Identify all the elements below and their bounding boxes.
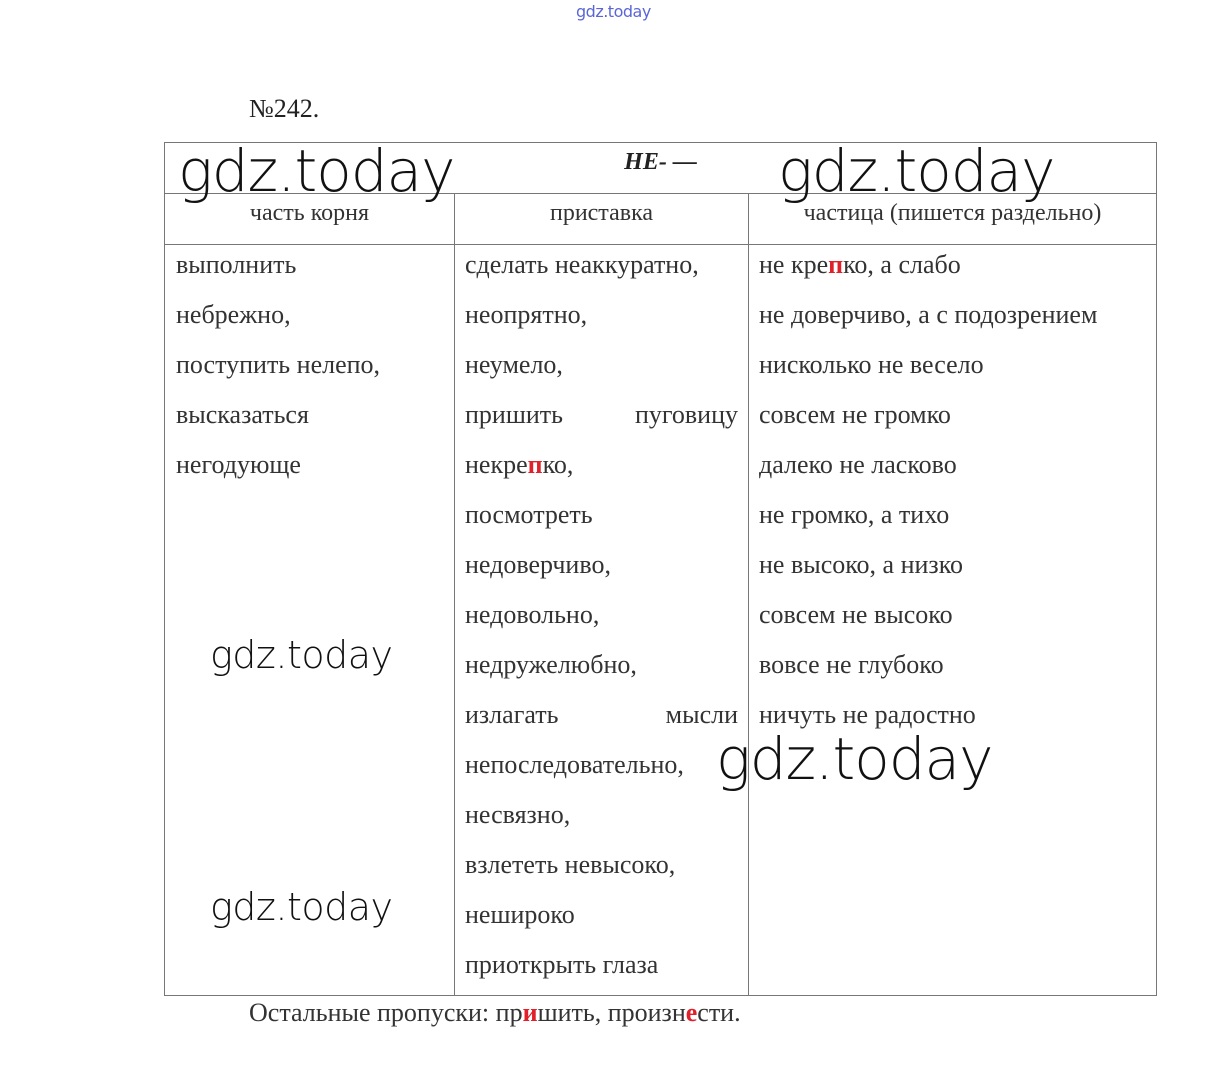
list-item: неумело, — [465, 350, 563, 379]
list-item: неширoко — [465, 900, 575, 929]
list-item: приоткрыть глаза — [465, 950, 659, 979]
table-title-text: НЕ- — — [624, 149, 697, 175]
watermark: gdz.today — [778, 137, 1055, 205]
watermark: gdz.today — [178, 137, 455, 205]
list-item: небрежно, — [176, 300, 291, 329]
list-item: излагать мысли — [465, 700, 738, 729]
list-item: сделать неаккуратно, — [465, 250, 699, 279]
list-item: недовольно, — [465, 600, 600, 629]
list-item: не громко, а тихо — [759, 500, 950, 529]
column-header-root: часть корня — [165, 194, 455, 245]
list-item: неопрятно, — [465, 300, 588, 329]
column-header-particle: частица (пишется раздельно) — [749, 194, 1157, 245]
list-item: выполнить — [176, 250, 297, 279]
list-item: далеко не ласково — [759, 450, 957, 479]
column-header-prefix: приставка — [455, 194, 749, 245]
list-item: не доверчиво, а с подозрением — [759, 300, 1098, 329]
list-item: совсем не громко — [759, 400, 951, 429]
highlighted-letter: и — [522, 998, 538, 1027]
list-item: непоследовательно, — [465, 750, 684, 779]
highlighted-letter: п — [527, 450, 543, 479]
list-item: не крепко, а слабо — [759, 250, 961, 279]
site-link[interactable]: gdz.today — [576, 2, 651, 21]
list-item: высказаться — [176, 400, 309, 429]
list-item: некрепко, — [465, 450, 574, 479]
list-item: пришить пуговицу — [465, 400, 738, 429]
list-item: негодующе — [176, 450, 301, 479]
list-item: ничуть не радостно — [759, 700, 976, 729]
list-item: недоверчиво, — [465, 550, 611, 579]
list-item: взлететь невысоко, — [465, 850, 676, 879]
list-item: несвязно, — [465, 800, 571, 829]
column-root-cell — [165, 245, 455, 996]
footer-note: Остальные пропуски: пришить, произнести. — [249, 998, 741, 1027]
list-item: посмотреть — [465, 500, 593, 529]
list-item: совсем не высоко — [759, 600, 953, 629]
list-item: вовсе не глубоко — [759, 650, 944, 679]
column-particle-cell — [749, 245, 1157, 996]
highlighted-letter: е — [685, 998, 698, 1027]
task-number: №242. — [249, 94, 320, 123]
column-prefix-cell — [455, 245, 749, 996]
list-item: поступить нелепо, — [176, 350, 381, 379]
watermark: gdz.today — [210, 885, 393, 929]
spelling-rules-table — [164, 137, 1157, 996]
highlighted-letter: п — [828, 250, 844, 279]
list-item: нисколько не весело — [759, 350, 984, 379]
list-item: не высоко, а низко — [759, 550, 964, 579]
watermark: gdz.today — [210, 633, 393, 677]
list-item: недружелюбно, — [465, 650, 637, 679]
watermark: gdz.today — [716, 725, 993, 793]
